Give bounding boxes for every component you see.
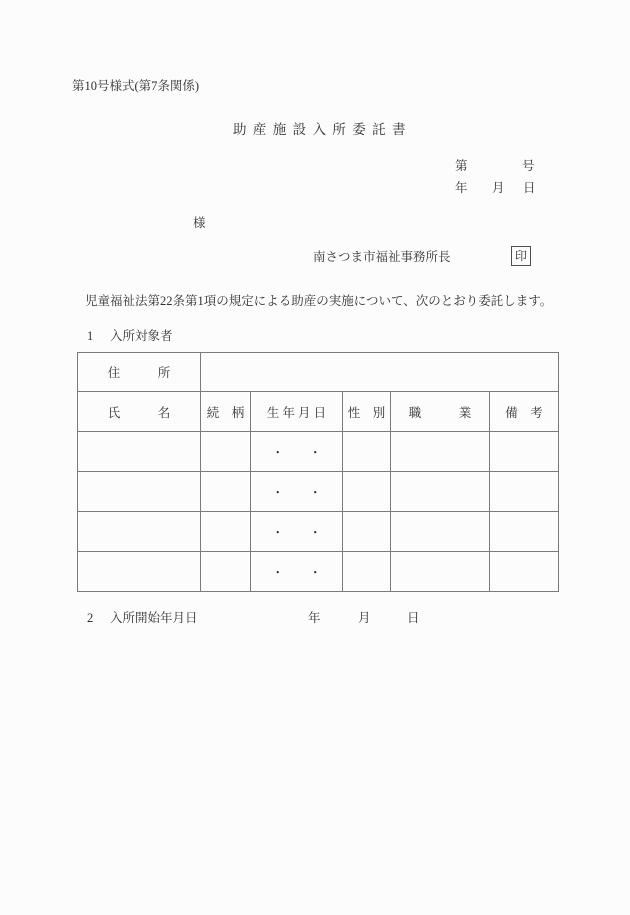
header-cell-relationship: 続 柄 [201,392,251,432]
sex-cell [343,512,391,552]
admission-target-table [77,352,559,592]
address-value-cell [201,353,559,392]
birthdate-cell: ・ ・ [251,552,343,592]
table-header-row [78,392,559,432]
table-row-address [78,353,559,392]
birthdate-cell: ・ ・ [251,472,343,512]
relationship-cell [201,432,251,472]
remarks-cell [490,432,559,472]
remarks-cell [490,472,559,512]
birthdate-cell: ・ ・ [251,512,343,552]
doc-number-prefix: 第 [455,159,468,173]
relationship-cell [201,472,251,512]
form-number: 第10号様式(第7条関係) [72,79,200,93]
header-cell-occupation: 職 業 [391,392,490,432]
name-cell [78,512,201,552]
date-day-label: 日 [523,181,536,195]
section2-month-label: 月 [358,611,371,625]
table-row [78,512,559,552]
name-cell [78,552,201,592]
relationship-cell [201,512,251,552]
header-cell-remarks: 備 考 [490,392,559,432]
sender-name: 南さつま市福祉事務所長 [313,250,451,264]
occupation-cell [391,472,490,512]
occupation-cell [391,512,490,552]
main-sentence: 児童福祉法第22条第1項の規定による助産の実施について、次のとおり委託します。 [85,294,553,308]
date-month-label: 月 [492,181,505,195]
section2-year-label: 年 [308,611,321,625]
section2-label: 入所開始年月日 [110,611,198,625]
document-title: 助 産 施 設 入 所 委 託 書 [233,122,407,137]
seal-box: 印 [511,246,531,266]
section2-day-label: 日 [407,611,420,625]
occupation-cell [391,432,490,472]
relationship-cell [201,552,251,592]
name-cell [78,432,201,472]
table-row [78,552,559,592]
table-row [78,472,559,512]
address-header-cell: 住 所 [78,353,201,392]
birthdate-cell: ・ ・ [251,432,343,472]
doc-number-suffix: 号 [522,159,535,173]
remarks-cell [490,552,559,592]
addressee-suffix: 様 [193,216,206,230]
section1-label: 入所対象者 [110,329,173,343]
section2-number: 2 [87,611,94,625]
section1-number: 1 [87,329,94,343]
name-cell [78,472,201,512]
remarks-cell [490,512,559,552]
header-cell-name: 氏 名 [78,392,201,432]
sex-cell [343,432,391,472]
table-row [78,432,559,472]
header-cell-birthdate: 生 年 月 日 [251,392,343,432]
sex-cell [343,472,391,512]
date-year-label: 年 [455,181,468,195]
occupation-cell [391,552,490,592]
sex-cell [343,552,391,592]
header-cell-sex: 性 別 [343,392,391,432]
